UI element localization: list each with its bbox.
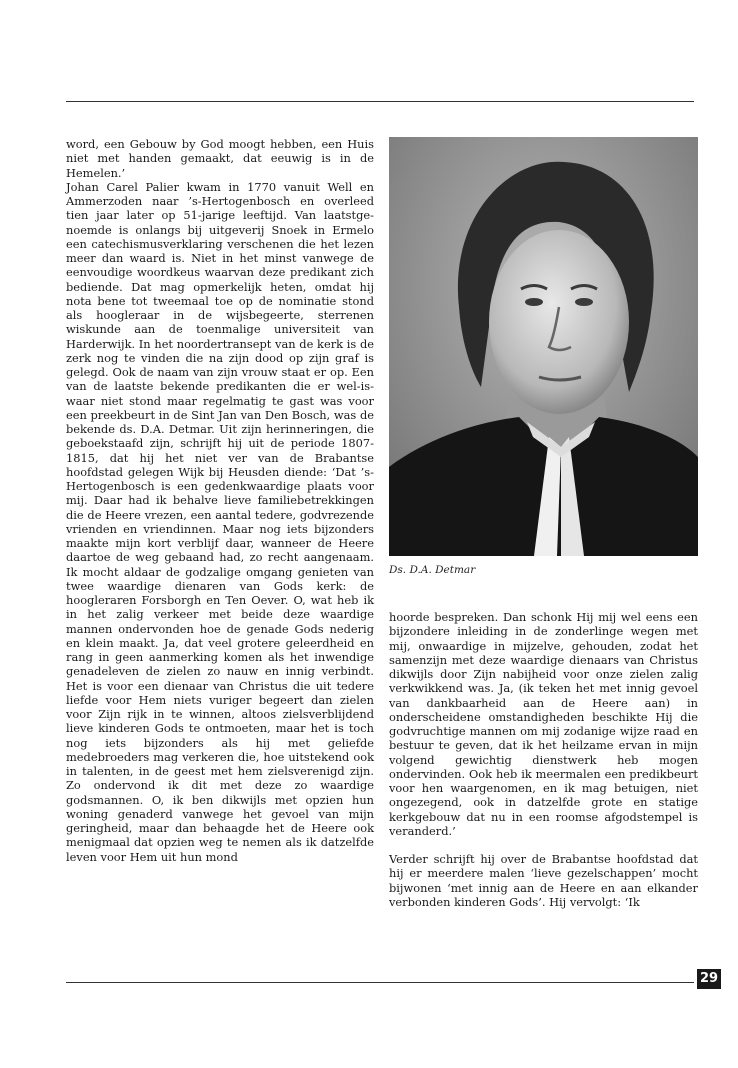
top-rule <box>66 101 694 102</box>
page-number: 29 <box>697 969 721 989</box>
portrait-image <box>389 137 698 556</box>
bottom-rule <box>66 982 694 983</box>
left-paragraph-1: word, een Gebouw by God moogt hebben, een Huis niet met handen gemaakt, dat eeuwig is in de Hemelen.’ <box>66 137 374 180</box>
right-text-column <box>389 610 698 909</box>
left-paragraph-2: Johan Carel Palier kwam in 1770 vanuit Well en Ammerzoden naar ’s-Hertogenbosch en overleed tien jaar later op 51-jarige leeftijd. Van laatstgenoemde is onlangs bij uitgeverij Snoek in Ermelo een catechismusverklaring verschenen die het lezen meer dan waard is. Niet in het minst vanwege de eenvoudige woordkeus waarvan deze predikant zich bediende. Dat mag opmerkelijk heten, omdat hij nota bene tot tweemaal toe op de nominatie stond als hoogleraar in de wijsbegeerte, sterrenen wiskunde aan de toenmalige universiteit van Harderwijk. In het noordertransept van de kerk is de zerk nog te vinden die na zijn dood op zijn graf is gelegd. Ook de naam van zijn vrouw staat er op. Een van de laatste bekende predikanten die er wel-is-waar niet stond maar regelmatig te gast was voor een preekbeurt in de Sint Jan van Den Bosch, was de bekende ds. D.A. Detmar. Uit zijn herinneringen, die geboekstaafd zijn, schrijft hij uit de periode 1807-1815, dat hij het niet ver van de Brabantse hoofdstad gelegen Wijk bij Heusden diende: ‘Dat ’s-Hertogenbosch is een gedenkwaardige plaats voor mij. Daar had ik behalve lieve familiebetrekkingen die de Heere vrezen, een aantal tedere, godvrezende vrienden en vriendinnen. Maar nog iets bijzonders maakte mijn kort verblijf daar, wanneer de Heere daartoe de weg gebaand had, zo recht aangenaam. Ik mocht aldaar de godzalige omgang genieten van twee waardige dienaren van Gods kerk: de hoogleraren Forsborgh en Ten Oever. O, wat heb ik in het zalig verkeer met beide deze waardige mannen ondervonden hoe de genade Gods nederig en klein maakt. Ja, dat veel grotere geleerdheid en rang in geen aanmerking komen als het inwendige genadeleven de zielen zo nauw en innig verbindt. Het is voor een dienaar van Christus die uit tedere liefde voor Hem niets vuriger begeert dan zielen voor Zijn rijk in te winnen, altoos zielsverblijdend lieve kinderen Gods te ontmoeten, maar het is toch nog iets bijzonders als hij met geliefde medebroeders mag verkeren die, hoe uitstekend ook in talenten, in de geest met hem zielsverenigd zijn. Zo ondervond ik dit met deze zo waardige godsmannen. O, ik ben dikwijls met opzien hun woning genaderd vanwege het gevoel van mijn geringheid, maar dan behaagde het de Heere ook menigmaal dat opzien weg te nemen als ik datzelfde leven voor Hem uit hun mond <box>66 179 374 864</box>
portrait-caption: Ds. D.A. Detmar <box>389 564 476 576</box>
right-paragraph-1: hoorde bespreken. Dan schonk Hij mij wel eens een bijzondere inleiding in de zonderlinge wegen met mij, onwaardige in mijzelve, gehouden, zodat het samenzijn met deze waardige dienaars van Christus dikwijls door Zijn nabijheid voor onze zielen zalig verkwikkend was. Ja, (ik teken het met innig gevoel van dankbaarheid aan de Heere aan) in onderscheidene omstandigheden beschikte Hij die godvruchtige mannen om mij zodanige wijze raad en bestuur te geven, dat ik het heilzame ervan in mijn volgend gewichtig dienstwerk heb mogen ondervinden. Ook heb ik meermalen een predikbeurt voor hen waargenomen, en ik mag betuigen, niet ongezegend, ook in datzelfde grote en statige kerkgebouw dat nu in een roomse afgodstempel is veranderd.’ <box>389 610 698 838</box>
right-paragraph-2: Verder schrijft hij over de Brabantse hoofdstad dat hij er meerdere malen ‘lieve gezelschappen’ mocht bijwonen ‘met innig aan de Heere en aan elkander verbonden kinderen Gods’. Hij vervolgt: ‘Ik <box>389 852 698 909</box>
left-text-column <box>66 137 374 864</box>
